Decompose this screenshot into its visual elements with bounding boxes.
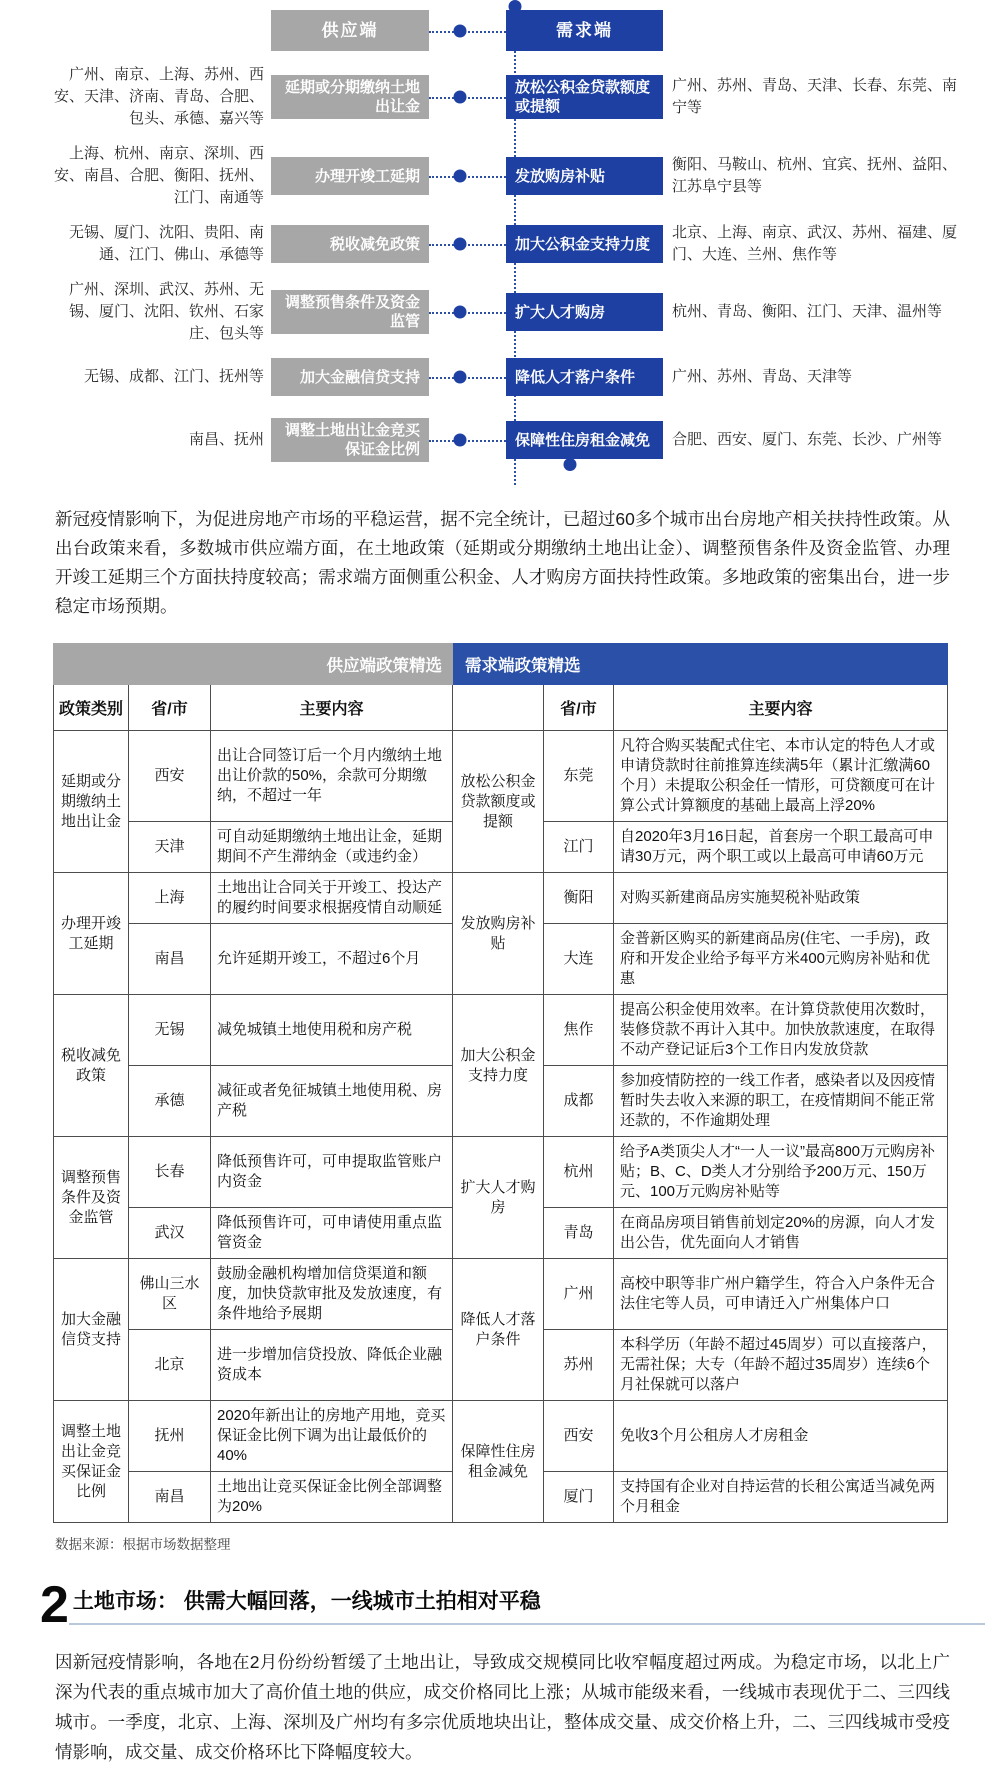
demand-policy-box: 扩大人才购房 xyxy=(506,293,663,331)
section-title-wrap xyxy=(69,1585,985,1625)
supply-city: 西安 xyxy=(129,731,211,822)
supply-content: 出让合同签订后一个月内缴纳土地出让价款的50%，余款可分期缴纳，不超过一年 xyxy=(211,731,453,822)
supply-content: 进一步增加信贷投放、降低企业融资成本 xyxy=(211,1330,453,1401)
supply-policy-box: 加大金融信贷支持 xyxy=(271,358,429,396)
demand-cities: 北京、上海、南京、武汉、苏州、福建、厦门、大连、兰州、焦作等 xyxy=(672,224,958,263)
section-title: 土地市场： 供需大幅回落，一线城市土拍相对平稳 xyxy=(72,1590,541,1614)
demand-content: 参加疫情防控的一线工作者，感染者以及因疫情暂时失去收入来源的职工，在疫情期间不能正常还款的，不作逾期处理 xyxy=(614,1066,948,1137)
demand-content: 免收3个月公租房人才房租金 xyxy=(614,1401,948,1472)
demand-city: 江门 xyxy=(544,822,614,873)
supply-cities: 广州、南京、上海、苏州、西安、天津、济南、青岛、合肥、包头、承德、嘉兴等 xyxy=(53,66,264,127)
demand-category: 放松公积金贷款额度或提额 xyxy=(453,731,544,873)
supply-side-header: 供应端 xyxy=(271,10,429,51)
demand-content: 提高公积金使用效率。在计算贷款使用次数时，装修贷款不再计入其中。加快放款速度，在取得不动产登记证后3个工作日内发放贷款 xyxy=(614,995,948,1066)
supply-policy-box: 调整土地出让金竞买保证金比例 xyxy=(271,418,429,462)
supply-cities: 无锡、成都、江门、抚州等 xyxy=(83,368,264,385)
node-dot xyxy=(453,91,466,104)
demand-category: 降低人才落户条件 xyxy=(453,1259,544,1401)
supply-band: 供应端政策精选 xyxy=(54,644,453,685)
diagram-row-1 xyxy=(0,64,1000,130)
connector xyxy=(429,279,506,345)
supply-policy-box: 调整预售条件及资金监管 xyxy=(271,290,429,334)
demand-content: 在商品房项目销售前划定20%的房源，向人才发出公告，优先面向人才销售 xyxy=(614,1208,948,1259)
demand-content: 本科学历（年龄不超过45周岁）可以直接落户，无需社保；大专（年龄不超过35周岁）连续6个月社保就可以落户 xyxy=(614,1330,948,1401)
supply-city: 承德 xyxy=(129,1066,211,1137)
demand-policy-box: 放松公积金贷款额度或提额 xyxy=(506,75,663,119)
policy-flow-diagram xyxy=(0,0,1000,491)
demand-category: 发放购房补贴 xyxy=(453,873,544,995)
demand-content: 给予A类顶尖人才“一人一议”最高800万元购房补贴；B、C、D类人才分别给予200万元、150万元、100万元购房补贴等 xyxy=(614,1137,948,1208)
supply-cities: 上海、杭州、南京、深圳、西安、南昌、合肥、衡阳、抚州、江门、南通等 xyxy=(53,145,264,206)
diagram-row-4 xyxy=(0,279,1000,345)
connector xyxy=(429,222,506,266)
demand-content: 对购买新建商品房实施契税补贴政策 xyxy=(614,873,948,924)
supply-content: 鼓励金融机构增加信贷渠道和额度，加快贷款审批及发放速度，有条件地给予展期 xyxy=(211,1259,453,1330)
diagram-header-row xyxy=(0,10,1000,51)
node-dot xyxy=(453,434,466,447)
supply-policy-box: 办理开竣工延期 xyxy=(271,157,429,195)
connector xyxy=(429,358,506,396)
node-dot xyxy=(453,24,466,37)
demand-cities: 合肥、西安、厦门、东莞、长沙、广州等 xyxy=(672,431,943,448)
diagram-row-3 xyxy=(0,222,1000,266)
supply-content: 降低预售许可，可申提取监管账户内资金 xyxy=(211,1137,453,1208)
demand-city: 焦作 xyxy=(544,995,614,1066)
demand-city: 大连 xyxy=(544,924,614,995)
supply-content: 减免城镇土地使用税和房产税 xyxy=(211,995,453,1066)
supply-city: 无锡 xyxy=(129,995,211,1066)
demand-policy-box: 加大公积金支持力度 xyxy=(506,225,663,263)
demand-content: 自2020年3月16日起，首套房一个职工最高可申请30万元，两个职工或以上最高可申请60万元 xyxy=(614,822,948,873)
table-row xyxy=(54,1137,948,1208)
demand-policy-box: 发放购房补贴 xyxy=(506,157,663,195)
node-dot xyxy=(453,371,466,384)
diagram-row-6 xyxy=(0,418,1000,462)
supply-cities: 广州、深圳、武汉、苏州、无锡、厦门、沈阳、钦州、石家庄、包头等 xyxy=(68,281,264,342)
supply-city: 南昌 xyxy=(129,924,211,995)
col-header-demand-category xyxy=(453,685,544,731)
supply-policy-box: 延期或分期缴纳土地出让金 xyxy=(271,75,429,119)
supply-content: 2020年新出让的房地产用地，竞买保证金比例下调为出让最低价的40% xyxy=(211,1401,453,1472)
table-band-row xyxy=(54,644,948,685)
supply-content: 减征或者免征城镇土地使用税、房产税 xyxy=(211,1066,453,1137)
section-number: 2 xyxy=(40,1576,69,1634)
demand-content: 凡符合购买装配式住宅、本市认定的特色人才或申请贷款时往前推算连续满5年（累计汇缴满60个月）未提取公积金任一情形，可贷额度可在计算公式计算额度的基础上最高上浮20% xyxy=(614,731,948,822)
supply-city: 上海 xyxy=(129,873,211,924)
connector xyxy=(429,64,506,130)
supply-category: 调整土地出让金竞买保证金比例 xyxy=(54,1401,129,1523)
table-row xyxy=(54,1259,948,1330)
connector xyxy=(429,418,506,462)
supply-category: 办理开竣工延期 xyxy=(54,873,129,995)
demand-city: 青岛 xyxy=(544,1208,614,1259)
demand-cities: 衡阳、马鞍山、杭州、宜宾、抚州、益阳、江苏阜宁县等 xyxy=(672,156,958,195)
col-header-content: 主要内容 xyxy=(211,685,453,731)
col-header-category: 政策类别 xyxy=(54,685,129,731)
supply-content: 土地出让竞买保证金比例全部调整为20% xyxy=(211,1472,453,1523)
demand-policy-box: 降低人才落户条件 xyxy=(506,358,663,396)
supply-city: 天津 xyxy=(129,822,211,873)
demand-category: 加大公积金支持力度 xyxy=(453,995,544,1137)
supply-cities: 南昌、抚州 xyxy=(188,431,264,448)
supply-city: 南昌 xyxy=(129,1472,211,1523)
intro-paragraph: 新冠疫情影响下，为促进房地产市场的平稳运营，据不完全统计，已超过60多个城市出台房地产相关扶持性政策。从出台政策来看，多数城市供应端方面，在土地政策（延期或分期缴纳土地出让金）、调整预售条件及资金监管、办理开竣工延期三个方面扶持度较高；需求端方面侧重公积金、人才购房方面扶持性政策。多地政策的密集出台，进一步稳定市场预期。 xyxy=(55,509,950,616)
supply-cities: 无锡、厦门、沈阳、贵阳、南通、江门、佛山、承德等 xyxy=(68,224,264,263)
policy-table xyxy=(53,643,948,1523)
table-row xyxy=(54,731,948,822)
demand-city: 杭州 xyxy=(544,1137,614,1208)
col-header-content2: 主要内容 xyxy=(614,685,948,731)
supply-policy-box: 税收减免政策 xyxy=(271,225,429,263)
data-source-note: 数据来源：根据市场数据整理 xyxy=(55,1537,231,1552)
demand-band: 需求端政策精选 xyxy=(453,644,948,685)
supply-city: 抚州 xyxy=(129,1401,211,1472)
supply-city: 武汉 xyxy=(129,1208,211,1259)
connector xyxy=(429,143,506,209)
supply-city: 北京 xyxy=(129,1330,211,1401)
demand-policy-box: 保障性住房租金减免 xyxy=(506,421,663,459)
table-row xyxy=(54,873,948,924)
land-market-paragraph: 因新冠疫情影响，各地在2月份纷纷暂缓了土地出让，导致成交规模同比收窄幅度超过两成。为稳定市场，以北上广深为代表的重点城市加大了高价值土地的供应，成交价格同比上涨；从城市能级来看，一线城市表现优于二、三四线城市。一季度，北京、上海、深圳及广州均有多宗优质地块出让，整体成交量、成交价格上升，二、三四线城市受疫情影响，成交量、成交价格环比下降幅度较大。 xyxy=(55,1652,950,1763)
demand-category: 保障性住房租金减免 xyxy=(453,1401,544,1523)
table-header-row xyxy=(54,685,948,731)
supply-category: 调整预售条件及资金监管 xyxy=(54,1137,129,1259)
diagram-row-2 xyxy=(0,143,1000,209)
supply-content: 降低预售许可，可申请使用重点监管资金 xyxy=(211,1208,453,1259)
supply-category: 加大金融信贷支持 xyxy=(54,1259,129,1401)
diagram-row-5 xyxy=(0,358,1000,396)
demand-content: 支持国有企业对自持运营的长租公寓适当减免两个月租金 xyxy=(614,1472,948,1523)
demand-city: 广州 xyxy=(544,1259,614,1330)
node-dot xyxy=(453,238,466,251)
table-row xyxy=(54,1401,948,1472)
demand-cities: 杭州、青岛、衡阳、江门、天津、温州等 xyxy=(672,303,943,320)
connector xyxy=(429,10,506,51)
demand-city: 苏州 xyxy=(544,1330,614,1401)
supply-content: 可自动延期缴纳土地出让金，延期期间不产生滞纳金（或违约金） xyxy=(211,822,453,873)
node-dot xyxy=(453,170,466,183)
demand-content: 金普新区购买的新建商品房(住宅、一手房)，政府和开发企业给予每平方米400元购房补贴和优惠 xyxy=(614,924,948,995)
demand-category: 扩大人才购房 xyxy=(453,1137,544,1259)
demand-content: 高校中职等非广州户籍学生，符合入户条件无合法住宅等人员，可申请迁入广州集体户口 xyxy=(614,1259,948,1330)
demand-city: 衡阳 xyxy=(544,873,614,924)
supply-category: 税收减免政策 xyxy=(54,995,129,1137)
demand-city: 西安 xyxy=(544,1401,614,1472)
supply-city: 佛山三水区 xyxy=(129,1259,211,1330)
demand-side-header: 需求端 xyxy=(506,10,663,51)
table-row xyxy=(54,995,948,1066)
supply-city: 长春 xyxy=(129,1137,211,1208)
demand-city: 东莞 xyxy=(544,731,614,822)
demand-cities: 广州、苏州、青岛、天津等 xyxy=(672,368,853,385)
demand-cities: 广州、苏州、青岛、天津、长春、东莞、南宁等 xyxy=(672,77,958,116)
demand-city: 成都 xyxy=(544,1066,614,1137)
col-header-city2: 省/市 xyxy=(544,685,614,731)
demand-city: 厦门 xyxy=(544,1472,614,1523)
section-2-heading xyxy=(40,1576,985,1634)
supply-content: 允许延期开竣工，不超过6个月 xyxy=(211,924,453,995)
supply-content: 土地出让合同关于开竣工、投达产的履约时间要求根据疫情自动顺延 xyxy=(211,873,453,924)
col-header-city: 省/市 xyxy=(129,685,211,731)
supply-category: 延期或分期缴纳土地出让金 xyxy=(54,731,129,873)
node-dot xyxy=(453,306,466,319)
